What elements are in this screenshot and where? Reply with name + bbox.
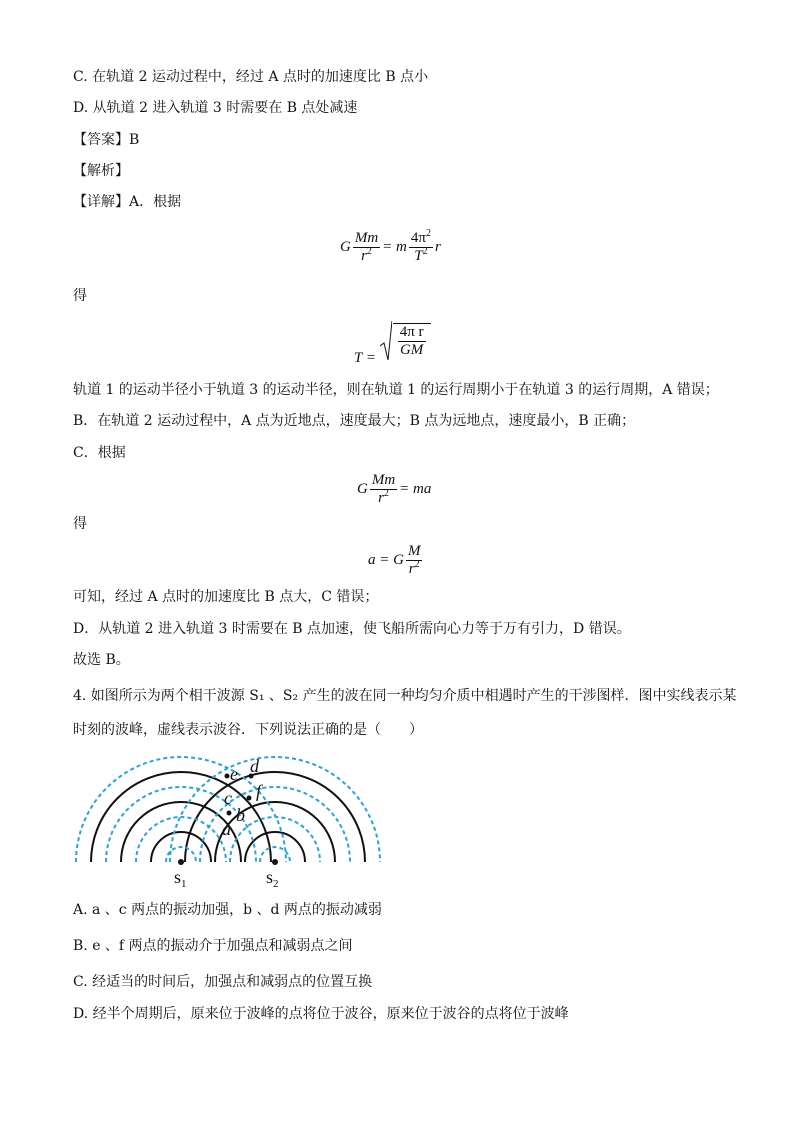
option-a[interactable]: A. a 、c 两点的振动加强，b 、d 两点的振动减弱 <box>73 902 382 918</box>
point-f-dot <box>247 796 252 801</box>
interference-figure <box>73 752 385 890</box>
answer-label: 【答案】B <box>73 132 140 148</box>
get-text-1: 得 <box>73 288 87 304</box>
eq-denominator: r <box>378 490 384 506</box>
orbit-period-text: 轨道 1 的运动半径小于轨道 3 的运动半径，则在轨道 1 的运行周期小于在轨道 3 的运行周期，A 错误； <box>73 382 719 398</box>
option-b-explain: B．在轨道 2 运动过程中，A 点为近地点，速度最大；B 点为远地点，速度最小，B 正确； <box>73 413 636 429</box>
prev-option-d: D. 从轨道 2 进入轨道 3 时需要在 B 点处减速 <box>73 100 358 116</box>
label-b: b <box>236 805 245 825</box>
eq-symbol: G <box>340 238 351 255</box>
point-b-dot <box>227 811 232 816</box>
analysis-label: 【解析】 <box>73 163 129 179</box>
label-d: d <box>250 756 259 776</box>
source-s2-dot <box>272 859 278 865</box>
eq-exponent: 2 <box>383 488 389 499</box>
label-c: c <box>224 788 232 808</box>
eq-exponent: 2 <box>425 228 431 239</box>
get-text-2: 得 <box>73 516 87 532</box>
c-root-label: C．根据 <box>73 445 126 461</box>
option-b[interactable]: B. e 、f 两点的振动介于加强点和减弱点之间 <box>73 938 353 954</box>
eq-denominator: GM <box>399 342 424 358</box>
eq-numerator: 4π r <box>399 324 424 340</box>
equation-gravity-period <box>340 230 441 265</box>
know-text: 可知，经过 A 点时的加速度比 B 点大，C 错误； <box>73 589 379 605</box>
label-s2: $s_2$ <box>266 867 279 890</box>
trough-s1-r2 <box>136 817 226 862</box>
eq-exponent: 2 <box>414 559 420 570</box>
choose-text: 故选 B。 <box>73 652 130 668</box>
label-f: f <box>256 781 262 801</box>
source-s1-dot <box>178 859 184 865</box>
label-a: a <box>222 819 231 839</box>
prev-option-c: C. 在轨道 2 运动过程中，经过 A 点时的加速度比 B 点小 <box>73 69 429 85</box>
trough-s1-r3 <box>106 787 256 862</box>
eq-lhs: T = <box>354 350 376 366</box>
detail-label: 【详解】A．根据 <box>73 194 182 210</box>
question-4-line-2: 时刻的波峰，虚线表示波谷．下列说法正确的是（ ） <box>73 722 423 738</box>
equation-period <box>354 320 431 367</box>
eq-exponent: 2 <box>422 246 428 257</box>
eq-numerator: M <box>407 543 421 559</box>
eq-symbol: G <box>357 480 368 497</box>
option-d-explain: D．从轨道 2 进入轨道 3 时需要在 B 点加速，使飞船所需向心力等于万有引力，D 错误。 <box>73 621 631 637</box>
eq-denominator: r <box>408 561 415 577</box>
label-e: e <box>230 764 238 784</box>
option-d[interactable]: D. 经半个周期后，原来位于波峰的点将位于波谷，原来位于波谷的点将位于波峰 <box>73 1006 569 1022</box>
eq-rhs: = m <box>382 238 407 255</box>
equation-gravity-accel <box>357 472 431 507</box>
label-s1: $s_1$ <box>174 867 187 890</box>
eq-symbol: r <box>434 238 441 255</box>
eq-rhs: = ma <box>399 480 432 497</box>
equation-accel <box>368 543 424 578</box>
eq-lhs: a = G <box>368 551 404 568</box>
eq-exponent: 2 <box>366 246 372 257</box>
sqrt-icon <box>380 320 392 362</box>
eq-numerator: 4π <box>410 230 426 246</box>
eq-denominator: r <box>361 248 367 264</box>
question-4-line-1: 4. 如图所示为两个相干波源 S₁ 、S₂ 产生的波在同一种均匀介质中相遇时产生的干涉图样．图中实线表示某 <box>73 688 737 704</box>
option-c[interactable]: C. 经适当的时间后，加强点和减弱点的位置互换 <box>73 974 373 990</box>
point-e-dot <box>225 774 230 779</box>
eq-numerator: Mm <box>371 472 396 488</box>
eq-denominator: T <box>414 248 423 264</box>
eq-numerator: Mm <box>354 230 379 246</box>
